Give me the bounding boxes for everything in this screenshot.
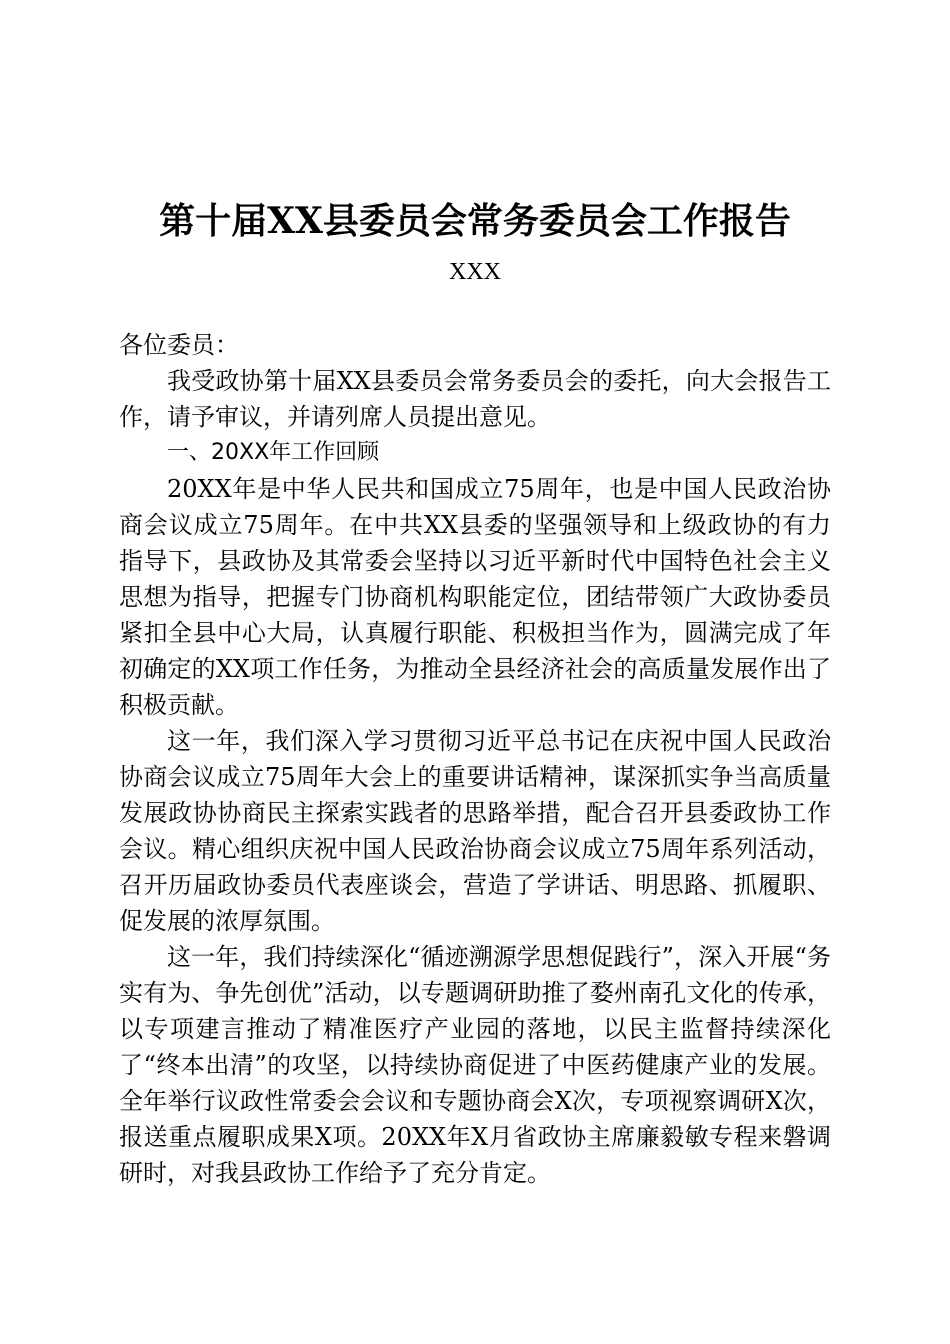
- document-body: [119, 327, 831, 1191]
- body-paragraph-3: 这一年，我们持续深化“循迹溯源学思想促践行”，深入开展“务实有为、争先创优”活动，以专题调研助推了婺州南孔文化的传承，以专项建言推动了精准医疗产业园的落地，以民主监督持续深化了“终本出清”的攻坚，以持续协商促进了中医药健康产业的发展。全年举行议政性常委会会议和专题协商会X次，专项视察调研X次，报送重点履职成果X项。20XX年X月省政协主席廉毅敏专程来磐调研时，对我县政协工作给予了充分肯定。: [119, 943, 831, 1187]
- salutation: 各位委员：: [119, 331, 239, 359]
- section-heading: 一、20XX年工作回顾: [167, 440, 380, 465]
- body-paragraph-1: 20XX年是中华人民共和国成立75周年，也是中国人民政治协商会议成立75周年。在中共XX县委的坚强领导和上级政协的有力指导下，县政协及其常委会坚持以习近平新时代中国特色社会主义思想为指导，把握专门协商机构职能定位，团结带领广大政协委员紧扣全县中心大局，认真履行职能、积极担当作为，圆满完成了年初确定的XX项工作任务，为推动全县经济社会的高质量发展作出了积极贡献。: [119, 475, 831, 719]
- document-author: XXX: [449, 259, 501, 285]
- document-title: 第十届XX县委员会常务委员会工作报告: [159, 200, 791, 242]
- body-paragraph-2: 这一年，我们深入学习贯彻习近平总书记在庆祝中国人民政治协商会议成立75周年大会上的重要讲话精神，谋深抓实争当高质量发展政协协商民主探索实践者的思路举措，配合召开县委政协工作会议。精心组织庆祝中国人民政治协商会议成立75周年系列活动，召开历届政协委员代表座谈会，营造了学讲话、明思路、抓履职、促发展的浓厚氛围。: [119, 727, 831, 935]
- intro-paragraph: 我受政协第十届XX县委员会常务委员会的委托，向大会报告工作，请予审议，并请列席人员提出意见。: [119, 367, 831, 431]
